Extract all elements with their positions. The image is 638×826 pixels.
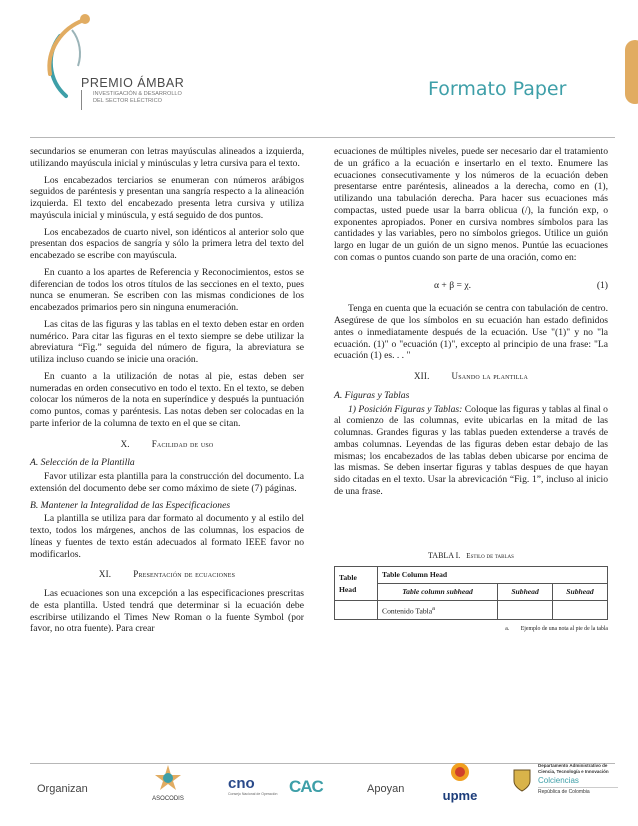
paragraph: Tenga en cuenta que la ecuación se centra con tabulación de centro. Asegúrese de que los símbolos en su ecuación han estado definidos antes o inmediatamente después de la ecuación. Use "(1)" y no "la ecuación. (1)" o "ecuación (1)", excepto al principio de una frase: "La ecuación (1) es. . . " [334,303,608,362]
asocodis-text: ASOCODIS [152,796,184,802]
asocodis-emblem-icon [153,763,183,791]
side-accent-tab [625,40,638,104]
colciencias-name: Colciencias [538,776,579,785]
format-title: Formato Paper [428,78,567,100]
table-cell [498,600,553,619]
paragraph: Favor utilizar esta plantilla para la construcción del documento. La extensión del documento debe ser como máximo de siete (7) páginas. [30,471,304,494]
table-cell [378,600,498,619]
table-footnote-text: Ejemplo de una nota al pie de la tabla [520,626,608,633]
paragraph [334,404,608,498]
paragraph: Los encabezados terciarios se enumeran con números arábigos seguidos de paréntesis y presentan una sangría respecto a la alineación izquierda. El texto del encabezado presenta letra cursiva y utiliza mayúscula inicial y minúscula, y está seguido de dos puntos. [30,174,304,221]
colciencias-department: Departamento Administrativo de Ciencia, Tecnología e Innovación [538,763,609,774]
table-subhead: Table column subhead [378,584,498,601]
table-caption [334,550,608,563]
supporters-label: Apoyan [367,783,405,795]
section-title: Facilidad de uso [151,438,214,449]
paragraph: Las citas de las figuras y las tablas en el texto deben estar en orden numérico. Para citar las figuras en el texto siempre se debe utilizar la abreviatura “Fig.” seguida del número de figura, la abreviatura se utiliza incluso cuando se inicie una oración. [30,318,304,365]
sample-table [334,566,608,620]
table-cell [335,600,378,619]
table-footnote: a. Ejemplo de una nota al pie de la tabla [505,626,608,633]
paragraph: secundarios se enumeran con letras mayúsculas alineados a izquierda, utilizando mayúscula inicial y minúsculas y letra cursiva para el texto. [30,146,304,169]
organizers-label: Organizan [37,783,88,795]
left-column [30,146,304,640]
table-footnote-mark: a [505,626,508,633]
header-rule [30,137,615,138]
upme-logo [437,761,483,803]
paragraph-text: Coloque las figuras y tablas al final o al comienzo de las columnas, evite ubicarlas en la mitad de las columnas. Grandes figuras y las tablas pueden extenderse a través de ambas columnas. Leyendas de las figuras deben estar debajo de las mismas; los encabezados de las tablas deben ubicarse por encima de las mismas. Se deben insertar figuras y tablas despues de que hayan sido citadas en el texto. Usar la abrevicación “Fig. 1”, incluso al inicio de una frase. [334,403,608,497]
section-heading [334,371,608,383]
section-number: XI. [98,569,112,580]
logo-subtitle: INVESTIGACIÓN & DESARROLLO DEL SECTOR ELÉCTRICO [93,91,182,104]
table-row [335,600,608,619]
subsubsection-heading: 1) Posición Figuras y Tablas: [348,403,463,415]
paragraph: Los encabezados de cuarto nivel, son idénticos al anterior solo que presentan dos espacios de sangría y sólo la primera letra del texto del encabezado se escribe con mayúscula. [30,226,304,261]
section-heading [30,439,304,451]
paragraph: Las ecuaciones son una excepción a las especificaciones prescritas de esta plantilla. Usted tendrá que determinar si la ecuación debe escribirse utilizando el Times New Roman o la fuente Symbol (por favor, no otra fuente). Para crear [30,588,304,635]
page-footer [0,755,638,826]
paragraph: En cuanto a los apartes de Referencia y Reconocimientos, estos se diferencian de todos los otros títulos de las secciones en el texto, pues nunca se enumeran. Se escriben con las mismas condiciones de los encabezados primarios pero sin ninguna enumeración. [30,266,304,313]
colciencias-logo [538,763,618,795]
section-title: Presentación de ecuaciones [133,569,236,580]
equation-number: (1) [596,279,608,291]
section-title: Usando la plantilla [451,371,528,381]
cno-logo [228,775,277,796]
cno-subtext: Consejo Nacional de Operación [228,792,278,796]
upme-emblem-icon [448,761,472,783]
upme-text: upme [442,788,478,803]
table-cell [553,600,608,619]
table-column-head: Table Column Head [378,567,608,584]
table-subhead: Subhead [498,584,553,601]
table-row [335,567,608,584]
equation-body: α + β = χ. [434,279,471,291]
table-caption-number: TABLA I. [428,550,461,560]
logo-title: PREMIO ÁMBAR [81,76,185,90]
colciencias-country: República de Colombia [538,787,618,795]
paragraph: ecuaciones de múltiples niveles, puede ser necesario dar el tratamiento de un gráfico a la ecuación e insertarlo en el texto. Enumere las ecuaciones consecutivamente y los números de la ecuación deben presentarse entre paréntesis, alineados a la derecha, como en (1), utilizando una tabulación derecha. Para hacer sus ecuaciones más compactas, usted puede usar la barra oblicua (/), la función exp, o exponentes apropiados. Poner en cursiva nombres símbolos para las cantidades y las variables, pero no símbolos griegos. Utilice un guión largo en lugar de un guión de un signo menos. Puntúe las ecuaciones con comas o puntos cuando son parte de una oración, como en: [334,146,608,263]
table-head-cell: Table Head [335,567,378,601]
table-footnote-mark: a [432,604,435,612]
asocodis-logo [146,763,190,802]
equation [434,280,608,292]
subsection-heading: B. Mantener la Integralidad de las Especificaciones [30,499,231,511]
cno-text: cno [228,775,255,792]
paragraph: En cuanto a la utilización de notas al pie, estas deben ser numeradas en orden consecutivo en todo el texto. En el texto, se deben colocar los números de la nota en superíndice y después la puntuación como puntos, comas y paréntesis. Las notas deben ser colocadas en la parte inferior de la columna de texto en el que se citan. [30,370,304,429]
colombia-shield-icon [511,767,533,798]
logo-divider [81,90,82,110]
subsection-heading: A. Selección de la Plantilla [30,457,135,469]
section-number: X. [120,438,130,449]
page-header [0,0,638,140]
table-block [334,550,608,636]
paragraph: La plantilla se utiliza para dar formato al documento y al estilo del texto, todos los márgenes, anchos de las columnas, los espacios de líneas y fuentes de texto están adecuados al formato IEEE favor no modificarlos. [30,513,304,560]
right-column [334,146,608,636]
table-caption-text: Estilo de tablas [466,551,514,560]
section-heading [30,569,304,581]
cac-logo: CAC [289,777,323,796]
table-subhead: Subhead [553,584,608,601]
section-number: XII. [413,371,430,381]
table-cell-text: Contenido Tabla [382,606,433,616]
shield-icon [511,767,533,793]
subsection-heading: A. Figuras y Tablas [334,389,410,401]
